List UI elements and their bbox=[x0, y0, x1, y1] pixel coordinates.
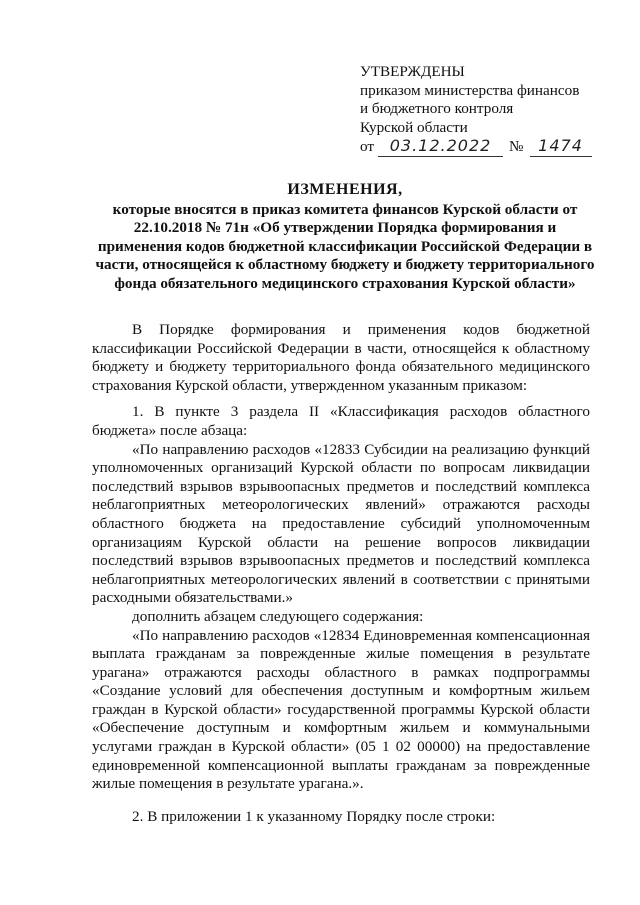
item-1-paragraph: 1. В пункте 3 раздела II «Классификация расходов областного бюджета» после абзаца: bbox=[92, 403, 590, 439]
document-body bbox=[92, 321, 590, 826]
intro-paragraph: В Порядке формирования и применения кодов бюджетной классификации Российской Федерации в части, относящейся к областному бюджету и бюджету территориального фонда обязательного медицинского страхования Курской области, утвержденном указанным приказом: bbox=[92, 321, 590, 394]
item-2-paragraph: 2. В приложении 1 к указанному Порядку после строки: bbox=[132, 807, 496, 825]
handwritten-number: 1474 bbox=[530, 137, 592, 157]
quote-1-paragraph: «По направлению расходов «12833 Субсидии на реализацию функций уполномоченных организаций Курской области по вопросам ликвидации последствий взрывов взрывоопасных предметов и последствий комплекса неблагоприятных метеорологических явлений» отражаются расходы областного бюджета на предоставление субсидий уполномоченным организациям Курской области на решение вопросов ликвидации последствий взрывов взрывоопасных предметов и последствий комплекса неблагоприятных метеорологических явлений в соответствии с принятыми расходными обязательствами.» bbox=[92, 440, 590, 607]
title-heading: ИЗМЕНЕНИЯ, bbox=[287, 181, 403, 198]
supplement-paragraph: дополнить абзацем следующего содержания: bbox=[132, 607, 424, 625]
approval-line-control: и бюджетного контроля bbox=[360, 100, 514, 117]
quote-2-paragraph: «По направлению расходов «12834 Единовременная компенсационная выплата гражданам за поврежденные жилые помещения в результате урагана» отражаются расходы областного в рамках подпрограммы «Создание условий для обеспечения доступным и комфортным жильем граждан в Курской области» государственной программы Курской области «Обеспечение доступным и комфортным жильем и коммунальными услугами граждан в Курской области» (05 1 02 00000) на предоставление единовременной компенсационной выплаты гражданам за поврежденные жилые помещения в результате урагана.». bbox=[92, 626, 590, 793]
document-title bbox=[95, 181, 595, 293]
date-prefix: от bbox=[360, 138, 375, 155]
approval-line-region: Курской области bbox=[360, 118, 468, 136]
approval-date-number-row bbox=[360, 137, 620, 157]
title-text: которые вносятся в приказ комитета финансов Курской области от 22.10.2018 № 71н «Об утверждении Порядка формирования и применения кодов бюджетной классификации Российской Федерации в части, относящейся к областному бюджету и бюджету территориального фонда обязательного медицинского страхования Курской области» bbox=[95, 200, 595, 292]
number-sign: № bbox=[509, 138, 524, 155]
approval-line-order: приказом министерства финансов bbox=[360, 81, 580, 99]
handwritten-date: 03.12.2022 bbox=[378, 137, 503, 157]
approval-block bbox=[360, 63, 620, 157]
approval-heading: УТВЕРЖДЕНЫ bbox=[360, 63, 465, 80]
